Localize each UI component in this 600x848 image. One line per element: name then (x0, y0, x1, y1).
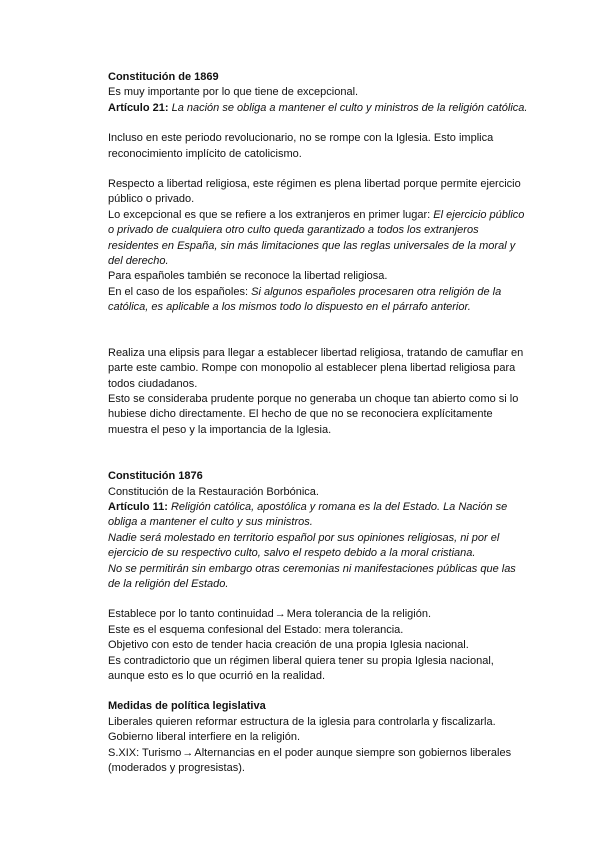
arrow-icon: → (182, 746, 194, 759)
paragraph: Incluso en este periodo revolucionario, no se rompe con la Iglesia. Esto implica reconocimiento implícito de catolicismo. (108, 132, 494, 160)
paragraph: Objetivo con esto de tender hacia creación de una propia Iglesia nacional. (108, 639, 469, 652)
paragraph: Este es el esquema confesional del Estado: mera tolerancia. (108, 623, 404, 636)
paragraph-lead: S.XIX: Turismo (108, 746, 182, 759)
paragraph: Es contradictorio que un régimen liberal quiera tener su propia Iglesia nacional, aunque esto es lo que ocurrió en la realidad. (108, 654, 494, 682)
paragraph-lead: Lo excepcional es que se refiere a los extranjeros en primer lugar: (108, 208, 431, 221)
article-label: Artículo 21: (108, 101, 169, 114)
section-title-medidas: Medidas de política legislativa (108, 700, 266, 713)
paragraph-lead: En el caso de los españoles: (108, 285, 249, 298)
article-text: No se permitirán sin embargo otras ceremonias ni manifestaciones públicas que las de la religión del Estado. (108, 562, 516, 590)
section-title-1869: Constitución de 1869 (108, 71, 219, 83)
article-text: La nación se obliga a mantener el culto y ministros de la religión católica. (171, 101, 528, 114)
quote: El ejercicio público o privado de cualquiera otro culto queda garantizado a todos los extranjeros residentes en España, sin más limitaciones que las reglas universales de la moral y del derecho. (108, 208, 525, 268)
arrow-icon: → (274, 608, 286, 621)
article-label: Artículo 11: (108, 500, 168, 513)
paragraph-with-quote (108, 208, 528, 270)
article-text: Religión católica, apostólica y romana es la del Estado. La Nación se obliga a mantener el culto y sus ministros. (108, 500, 508, 529)
paragraph-lead: Establece por lo tanto continuidad (108, 608, 274, 621)
article-11 (108, 500, 528, 531)
paragraph: Realiza una elipsis para llegar a establecer libertad religiosa, tratando de camuflar en parte este cambio. Rompe con monopolio al establecer plena libertad religiosa para todos ciudadanos. (108, 346, 524, 390)
article-21 (108, 101, 528, 116)
paragraph: Es muy importante por lo que tiene de excepcional. (108, 86, 359, 99)
paragraph-tail: Mera tolerancia de la religión. (286, 608, 432, 621)
section-title-1876: Constitución 1876 (108, 470, 203, 483)
paragraph: Esto se consideraba prudente porque no generaba un choque tan abierto como si lo hubiese dicho directamente. El hecho de que no se reconociera explícitamente muestra el peso y la importancia de la Iglesia. (108, 392, 519, 436)
quote: Si algunos españoles procesaren otra religión de la católica, es aplicable a los mismos todo lo dispuesto en el párrafo anterior. (108, 285, 502, 314)
paragraph: Respecto a libertad religiosa, este régimen es plena libertad porque permite ejercicio público o privado. (108, 178, 521, 206)
paragraph: Constitución de la Restauración Borbónica. (108, 485, 319, 498)
paragraph: Gobierno liberal interfiere en la religión. (108, 731, 300, 744)
paragraph-tail: Alternancias en el poder aunque siempre son gobiernos liberales (moderados y progresistas). (108, 746, 512, 775)
document-page (108, 70, 528, 776)
paragraph-with-quote (108, 285, 528, 316)
paragraph: Liberales quieren reformar estructura de la iglesia para controlarla y fiscalizarla. (108, 715, 496, 728)
paragraph-with-arrow (108, 746, 528, 777)
article-text: Nadie será molestado en territorio español por sus opiniones religiosas, ni por el ejercicio de su respectivo culto, salvo el respeto debido a la moral cristiana. (108, 531, 500, 560)
paragraph-with-arrow (108, 607, 528, 622)
paragraph: Para españoles también se reconoce la libertad religiosa. (108, 270, 388, 283)
